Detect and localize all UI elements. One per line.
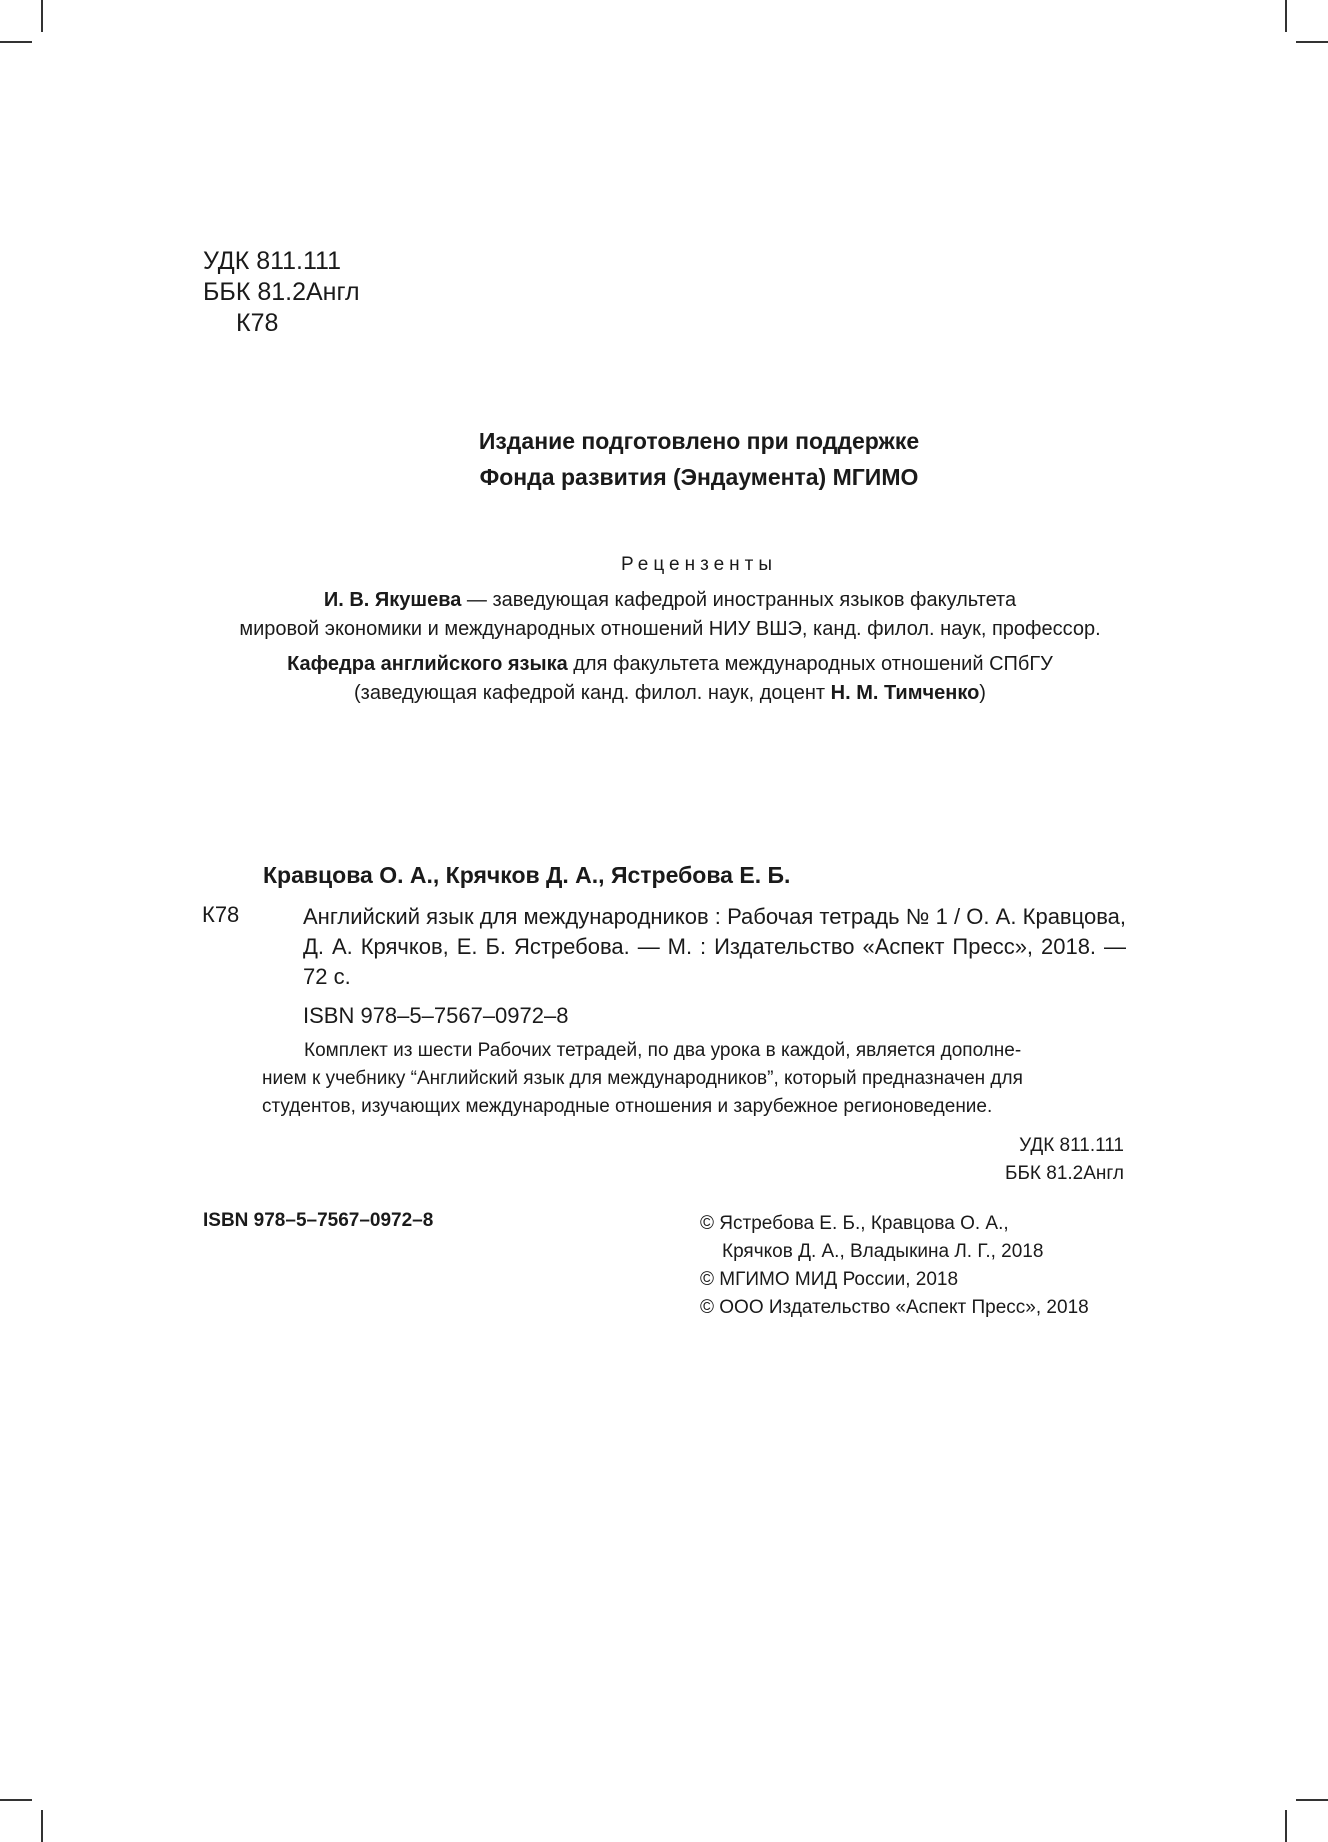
reviewer-2-head: Н. М. Тимченко <box>830 682 980 704</box>
classification-block <box>203 246 360 339</box>
annotation-line-2: нием к учебнику “Английский язык для международников”, который предназначен для <box>262 1068 1023 1089</box>
copyright-line-1b: Крячков Д. А., Владыкина Л. Г., 2018 <box>722 1241 1044 1262</box>
crop-mark-bottom-left-horizontal <box>0 1799 32 1801</box>
bibliography-udk: УДК 811.111 <box>1019 1135 1124 1156</box>
reviewer-1 <box>190 586 1150 644</box>
crop-mark-top-left-horizontal <box>0 41 32 43</box>
reviewer-2-name: Кафедра английского языка <box>287 653 568 675</box>
reviewer-1-name: И. В. Якушева <box>323 589 462 611</box>
reviewer-2-text-2a: (заведующая кафедрой канд. филол. наук, доцент <box>354 682 831 704</box>
reviewer-2-text-2b: ) <box>979 682 986 704</box>
bibliography-description: Английский язык для международников : Рабочая тетрадь № 1 / О. А. Кравцова, Д. А. Крячков, Е. Б. Ястребова. — М. : Издательство «Аспект Пресс», 2018. — 72 с. <box>303 904 1126 989</box>
bbk-code: ББК 81.2Англ <box>203 278 360 306</box>
copyright-block <box>700 1210 1089 1322</box>
reviewer-2 <box>190 650 1150 708</box>
reviewer-1-text-1: — заведующая кафедрой иностранных языков факультета <box>461 589 1017 611</box>
bibliography-classification <box>1005 1132 1124 1188</box>
crop-mark-top-left-vertical <box>41 0 43 32</box>
support-line-1: Издание подготовлено при поддержке <box>478 428 920 454</box>
annotation-line-1: Комплект из шести Рабочих тетрадей, по два урока в каждой, является дополне- <box>304 1040 1022 1061</box>
crop-mark-top-right-horizontal <box>1296 41 1328 43</box>
authors-heading: Кравцова О. А., Крячков Д. А., Ястребова Е. Б. <box>263 862 791 888</box>
reviewer-2-line-2 <box>190 679 1150 708</box>
copyright-line-2: © МГИМО МИД России, 2018 <box>700 1269 959 1290</box>
crop-mark-top-right-vertical <box>1285 0 1287 32</box>
author-mark: К78 <box>236 309 279 337</box>
crop-mark-bottom-right-vertical <box>1285 1810 1287 1842</box>
udk-code: УДК 811.111 <box>203 247 342 275</box>
reviewers-title: Рецензенты <box>620 554 778 575</box>
support-line-2: Фонда развития (Эндаумента) МГИМО <box>479 464 919 490</box>
isbn-line: ISBN 978–5–7567–0972–8 <box>303 1003 569 1028</box>
support-notice <box>0 423 1328 495</box>
bibliography-bbk: ББК 81.2Англ <box>1004 1163 1124 1184</box>
copyright-line-1a: © Ястребова Е. Б., Кравцова О. А., <box>700 1213 1009 1234</box>
reviewer-2-text-1: для факультета международных отношений СПбГУ <box>567 653 1053 675</box>
annotation <box>262 1037 1126 1121</box>
reviewer-2-line-1 <box>190 650 1150 679</box>
reviewer-1-line-1 <box>190 586 1150 615</box>
isbn-bold: ISBN 978–5–7567–0972–8 <box>203 1210 434 1231</box>
crop-mark-bottom-left-vertical <box>41 1810 43 1842</box>
annotation-line-3: студентов, изучающих международные отношения и зарубежное регионоведение. <box>262 1096 993 1117</box>
crop-mark-bottom-right-horizontal <box>1296 1799 1328 1801</box>
bibliography-mark: К78 <box>202 902 240 927</box>
reviewer-1-line-2: мировой экономики и международных отношений НИУ ВШЭ, канд. филол. наук, профессор. <box>239 618 1101 640</box>
copyright-line-3: © ООО Издательство «Аспект Пресс», 2018 <box>700 1297 1089 1318</box>
